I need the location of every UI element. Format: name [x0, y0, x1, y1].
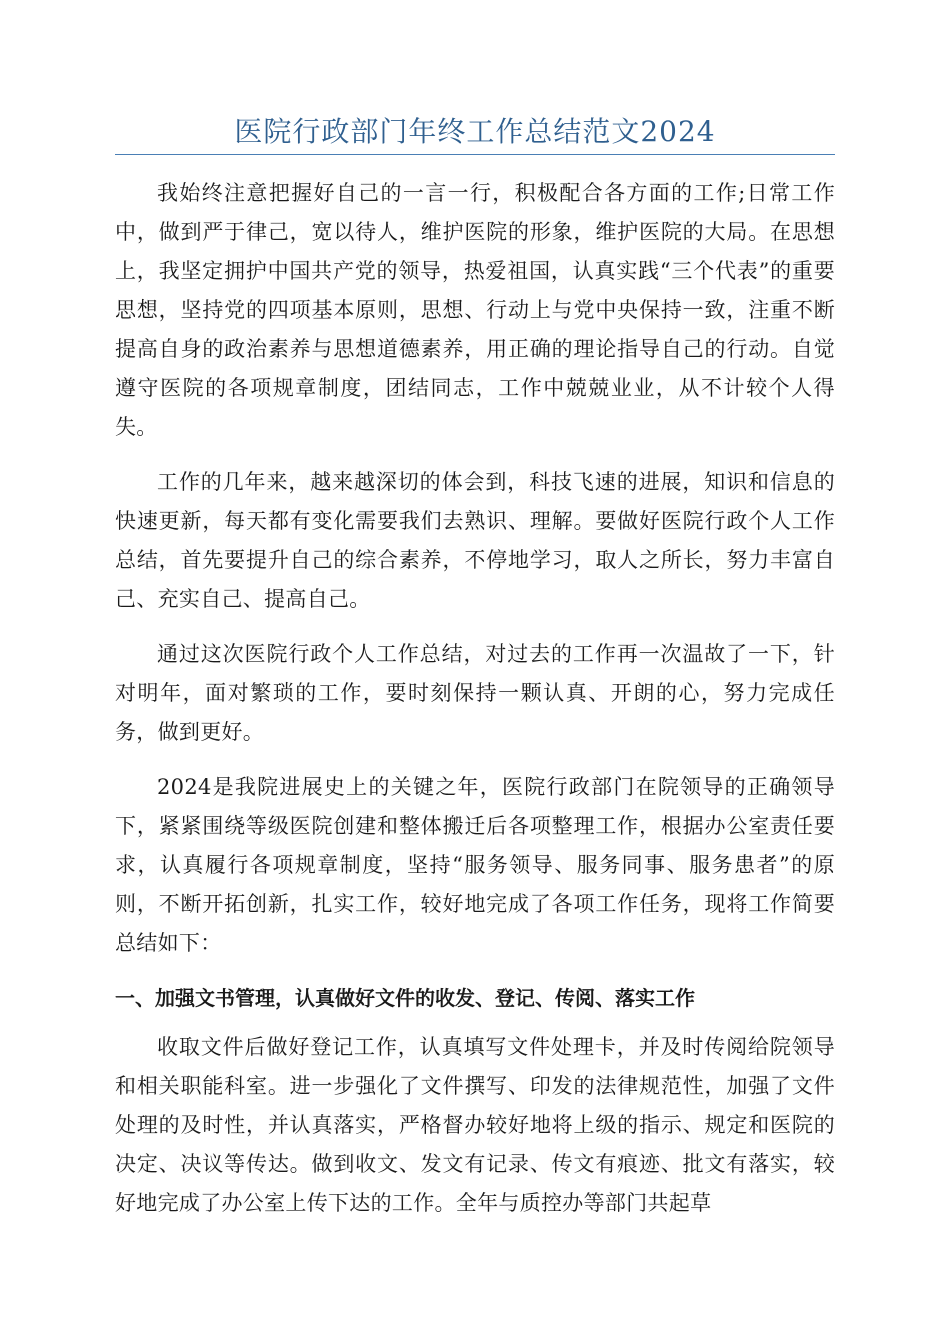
- paragraph-2: 工作的几年来，越来越深切的体会到，科技飞速的进展，知识和信息的快速更新，每天都有变化需要我们去熟识、理解。要做好医院行政个人工作总结，首先要提升自己的综合素养，不停地学习，取人之所长，努力丰富自己、充实自己、提高自己。: [115, 470, 835, 611]
- title-underline: [115, 154, 835, 155]
- document-body: [115, 174, 835, 1239]
- section-heading: 一、加强文书管理，认真做好文件的收发、登记、传阅、落实工作: [115, 986, 695, 1010]
- paragraph-3: 通过这次医院行政个人工作总结，对过去的工作再一次温故了一下，针对明年，面对繁琐的工作，要时刻保持一颗认真、开朗的心，努力完成任务，做到更好。: [115, 642, 835, 744]
- section-paragraph: 收取文件后做好登记工作，认真填写文件处理卡，并及时传阅给院领导和相关职能科室。进一步强化了文件撰写、印发的法律规范性，加强了文件处理的及时性，并认真落实，严格督办较好地将上级的指示、规定和医院的决定、决议等传达。做到收文、发文有记录、传文有痕迹、批文有落实，较好地完成了办公室上传下达的工作。全年与质控办等部门共起草: [115, 1035, 835, 1215]
- paragraph-4: 2024是我院进展史上的关键之年，医院行政部门在院领导的正确领导下，紧紧围绕等级医院创建和整体搬迁后各项整理工作，根据办公室责任要求，认真履行各项规章制度，坚持“服务领导、服务同事、服务患者”的原则，不断开拓创新，扎实工作，较好地完成了各项工作任务，现将工作简要总结如下：: [115, 775, 835, 955]
- paragraph-1: 我始终注意把握好自己的一言一行，积极配合各方面的工作;日常工作中，做到严于律己，宽以待人，维护医院的形象，维护医院的大局。在思想上，我坚定拥护中国共产党的领导，热爱祖国，认真实践“三个代表”的重要思想，坚持党的四项基本原则，思想、行动上与党中央保持一致，注重不断提高自身的政治素养与思想道德素养，用正确的理论指导自己的行动。自觉遵守医院的各项规章制度，团结同志，工作中兢兢业业，从不计较个人得失。: [115, 181, 835, 439]
- document-title: 医院行政部门年终工作总结范文2024: [234, 115, 716, 148]
